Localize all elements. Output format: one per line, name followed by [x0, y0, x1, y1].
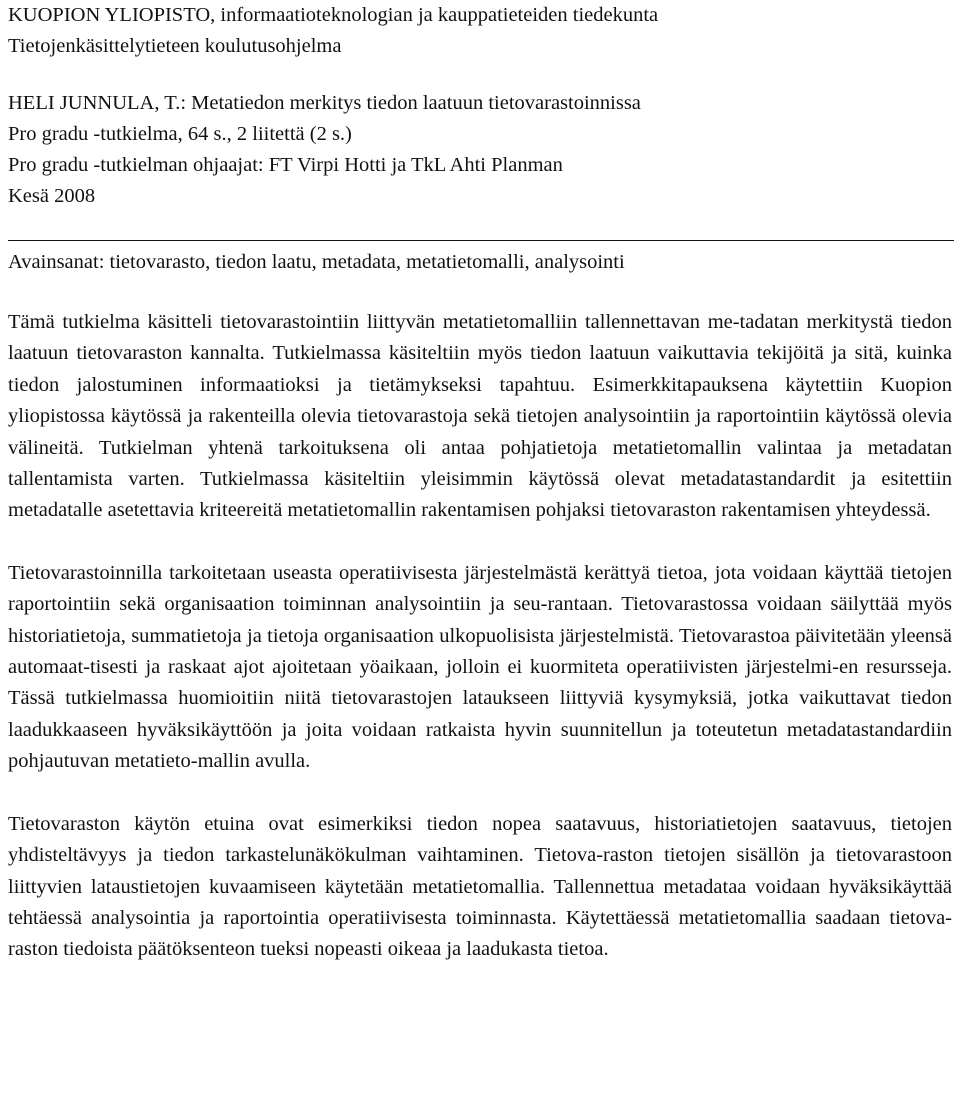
abstract-paragraph: Tietovarastoinnilla tarkoitetaan useasta operatiivisesta järjestelmästä kerättyä tietoa, jota voidaan käyttää tietojen raportointiin sekä organisaation toiminnan analysointiin ja seu-rantaan. Tietovarastossa voidaan säilyttää myös historiatietoja, summatietoja ja tietoja organisaation ulkopuolisista järjestelmistä. Tietovarastoa päivitetään yleensä automaat-tisesti ja raskaat ajot ajoitetaan yöaikaan, jolloin ei kuormiteta operatiivisten järjestelmi-en resursseja. Tässä tutkielmassa huomioitiin niitä tietovarastojen lataukseen liittyviä kysymyksiä, jotka vaikuttavat tiedon laadukkaaseen hyväksikäyttöön ja joita voidaan ratkaista hyvin suunnitellun ja toteutetun metadatastandardiin pohjautuvan metatieto-mallin avulla. [8, 561, 952, 773]
university-faculty: KUOPION YLIOPISTO, informaatioteknologian ja kauppatieteiden tiedekunta [8, 4, 659, 26]
thesis-abstract-page [8, 0, 954, 212]
thesis-date: Kesä 2008 [8, 185, 96, 207]
author-title: HELI JUNNULA, T.: Metatiedon merkitys tiedon laatuun tietovarastoinnissa [8, 92, 641, 114]
abstract-body [8, 307, 952, 966]
thesis-extent: Pro gradu -tutkielma, 64 s., 2 liitettä (2 s.) [8, 123, 352, 145]
abstract-paragraph: Tietovaraston käytön etuina ovat esimerkiksi tiedon nopea saatavuus, historiatietojen saatavuus, tietojen yhdisteltävyys ja tiedon tarkastelunäkökulman vaihtaminen. Tietova-raston tietojen sisällön ja tietovarastoon liittyvien lataustietojen kuvaamiseen käytetään metatietomallia. Tallennettua metadataa voidaan hyväksikäyttää tehtäessä analysointia ja raportointia operatiivisesta toiminnasta. Käytettäessä metatietomallia saadaan tietova-raston tiedoista päätöksenteon tueksi nopeasti oikeaa ja laadukasta tietoa. [8, 812, 952, 961]
horizontal-divider [8, 240, 954, 241]
thesis-supervisors: Pro gradu -tutkielman ohjaajat: FT Virpi Hotti ja TkL Ahti Planman [8, 154, 563, 176]
degree-programme: Tietojenkäsittelytieteen koulutusohjelma [8, 35, 342, 57]
keywords: Avainsanat: tietovarasto, tiedon laatu, metadata, metatietomalli, analysointi [8, 251, 625, 273]
abstract-paragraph: Tämä tutkielma käsitteli tietovarastointiin liittyvän metatietomalliin tallennettavan me-tadatan merkitystä tiedon laatuun tietovaraston kannalta. Tutkielmassa käsiteltiin myös tiedon laatuun vaikuttavia tekijöitä ja sitä, kuinka tiedon jalostuminen informaatioksi ja tietämykseksi tapahtuu. Esimerkkitapauksena käytettiin Kuopion yliopistossa käytössä ja rakenteilla olevia tietovarastoja sekä tietojen analysointiin ja raportointiin käytössä olevia välineitä. Tutkielman yhtenä tarkoituksena oli antaa pohjatietoja metatietomallin valintaa ja metadatan tallentamista varten. Tutkielmassa käsiteltiin yleisimmin käytössä olevat metadatastandardit ja esitettiin metadatalle asetettavia kriteereitä metatietomallin rakentamisen pohjaksi tietovaraston rakentamisen yhteydessä. [8, 311, 952, 522]
